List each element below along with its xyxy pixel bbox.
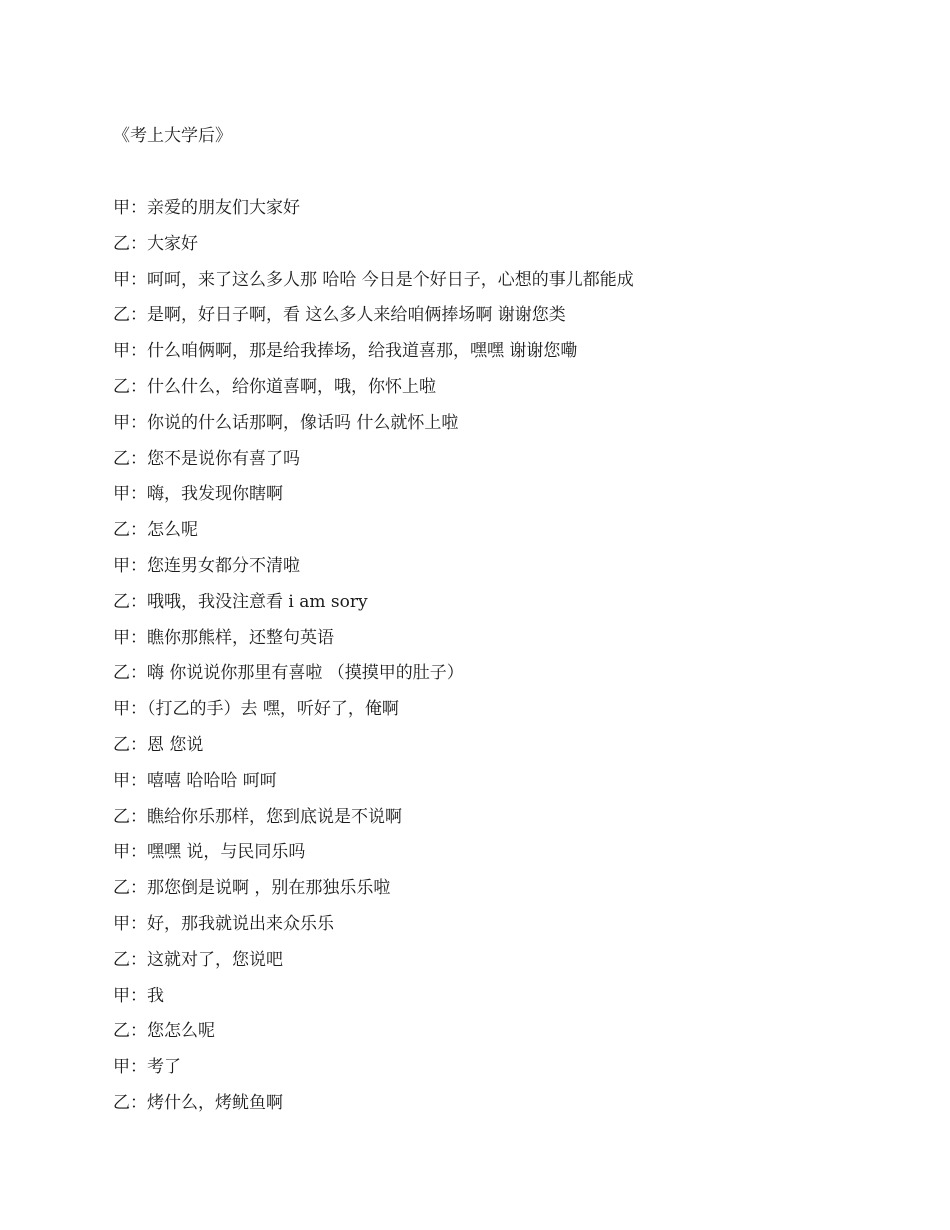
- dialogue-line: 甲：什么咱俩啊，那是给我捧场，给我道喜那，嘿嘿 谢谢您嘞: [113, 341, 578, 362]
- dialogue-line: 乙：是啊，好日子啊，看 这么多人来给咱俩捧场啊 谢谢您类: [113, 305, 566, 326]
- dialogue-line: 甲：呵呵，来了这么多人那 哈哈 今日是个好日子，心想的事儿都能成: [113, 269, 634, 290]
- dialogue-line: 乙：大家好: [113, 233, 198, 254]
- dialogue-line: 甲：亲爱的朋友们大家好: [113, 198, 300, 218]
- dialogue-line: 乙：您不是说你有喜了吗: [113, 448, 300, 469]
- dialogue-line: 甲：考了: [113, 1057, 181, 1078]
- dialogue-line: 甲：我: [113, 985, 164, 1006]
- document-title: 《考上大学后》: [113, 126, 232, 146]
- dialogue-line: 乙：什么什么，给你道喜啊，哦，你怀上啦: [113, 376, 436, 397]
- dialogue-line: 甲：好，那我就说出来众乐乐: [113, 913, 334, 934]
- dialogue-line: 甲：您连男女都分不清啦: [113, 555, 300, 576]
- dialogue-line: 乙：嗨 你说说你那里有喜啦 （摸摸甲的肚子）: [113, 663, 464, 684]
- dialogue-line: 乙：烤什么，烤鱿鱼啊: [113, 1092, 283, 1113]
- dialogue-line: 甲：你说的什么话那啊，像话吗 什么就怀上啦: [113, 412, 459, 433]
- dialogue-line: 乙：瞧给你乐那样，您到底说是不说啊: [113, 806, 402, 827]
- dialogue-line: 甲：瞧你那熊样，还整句英语: [113, 627, 334, 648]
- dialogue-line: 乙：您怎么呢: [113, 1021, 215, 1042]
- dialogue-line: 乙：那您倒是说啊 ，别在那独乐乐啦: [113, 878, 391, 899]
- dialogue-line: 乙：恩 您说: [113, 734, 204, 755]
- dialogue-line: 甲：（打乙的手）去 嘿，听好了，俺啊: [113, 699, 399, 720]
- dialogue-line: 甲：嘻嘻 哈哈哈 呵呵: [113, 770, 277, 791]
- dialogue-line: 甲：嘿嘿 说，与民同乐吗: [113, 842, 306, 863]
- dialogue-list: [113, 196, 634, 1127]
- dialogue-line: 甲：嗨，我发现你瞎啊: [113, 484, 283, 505]
- dialogue-line: 乙：哦哦，我没注意看 i am sory: [113, 591, 368, 612]
- dialogue-line: 乙：这就对了，您说吧: [113, 949, 283, 970]
- dialogue-line: 乙：怎么呢: [113, 520, 198, 541]
